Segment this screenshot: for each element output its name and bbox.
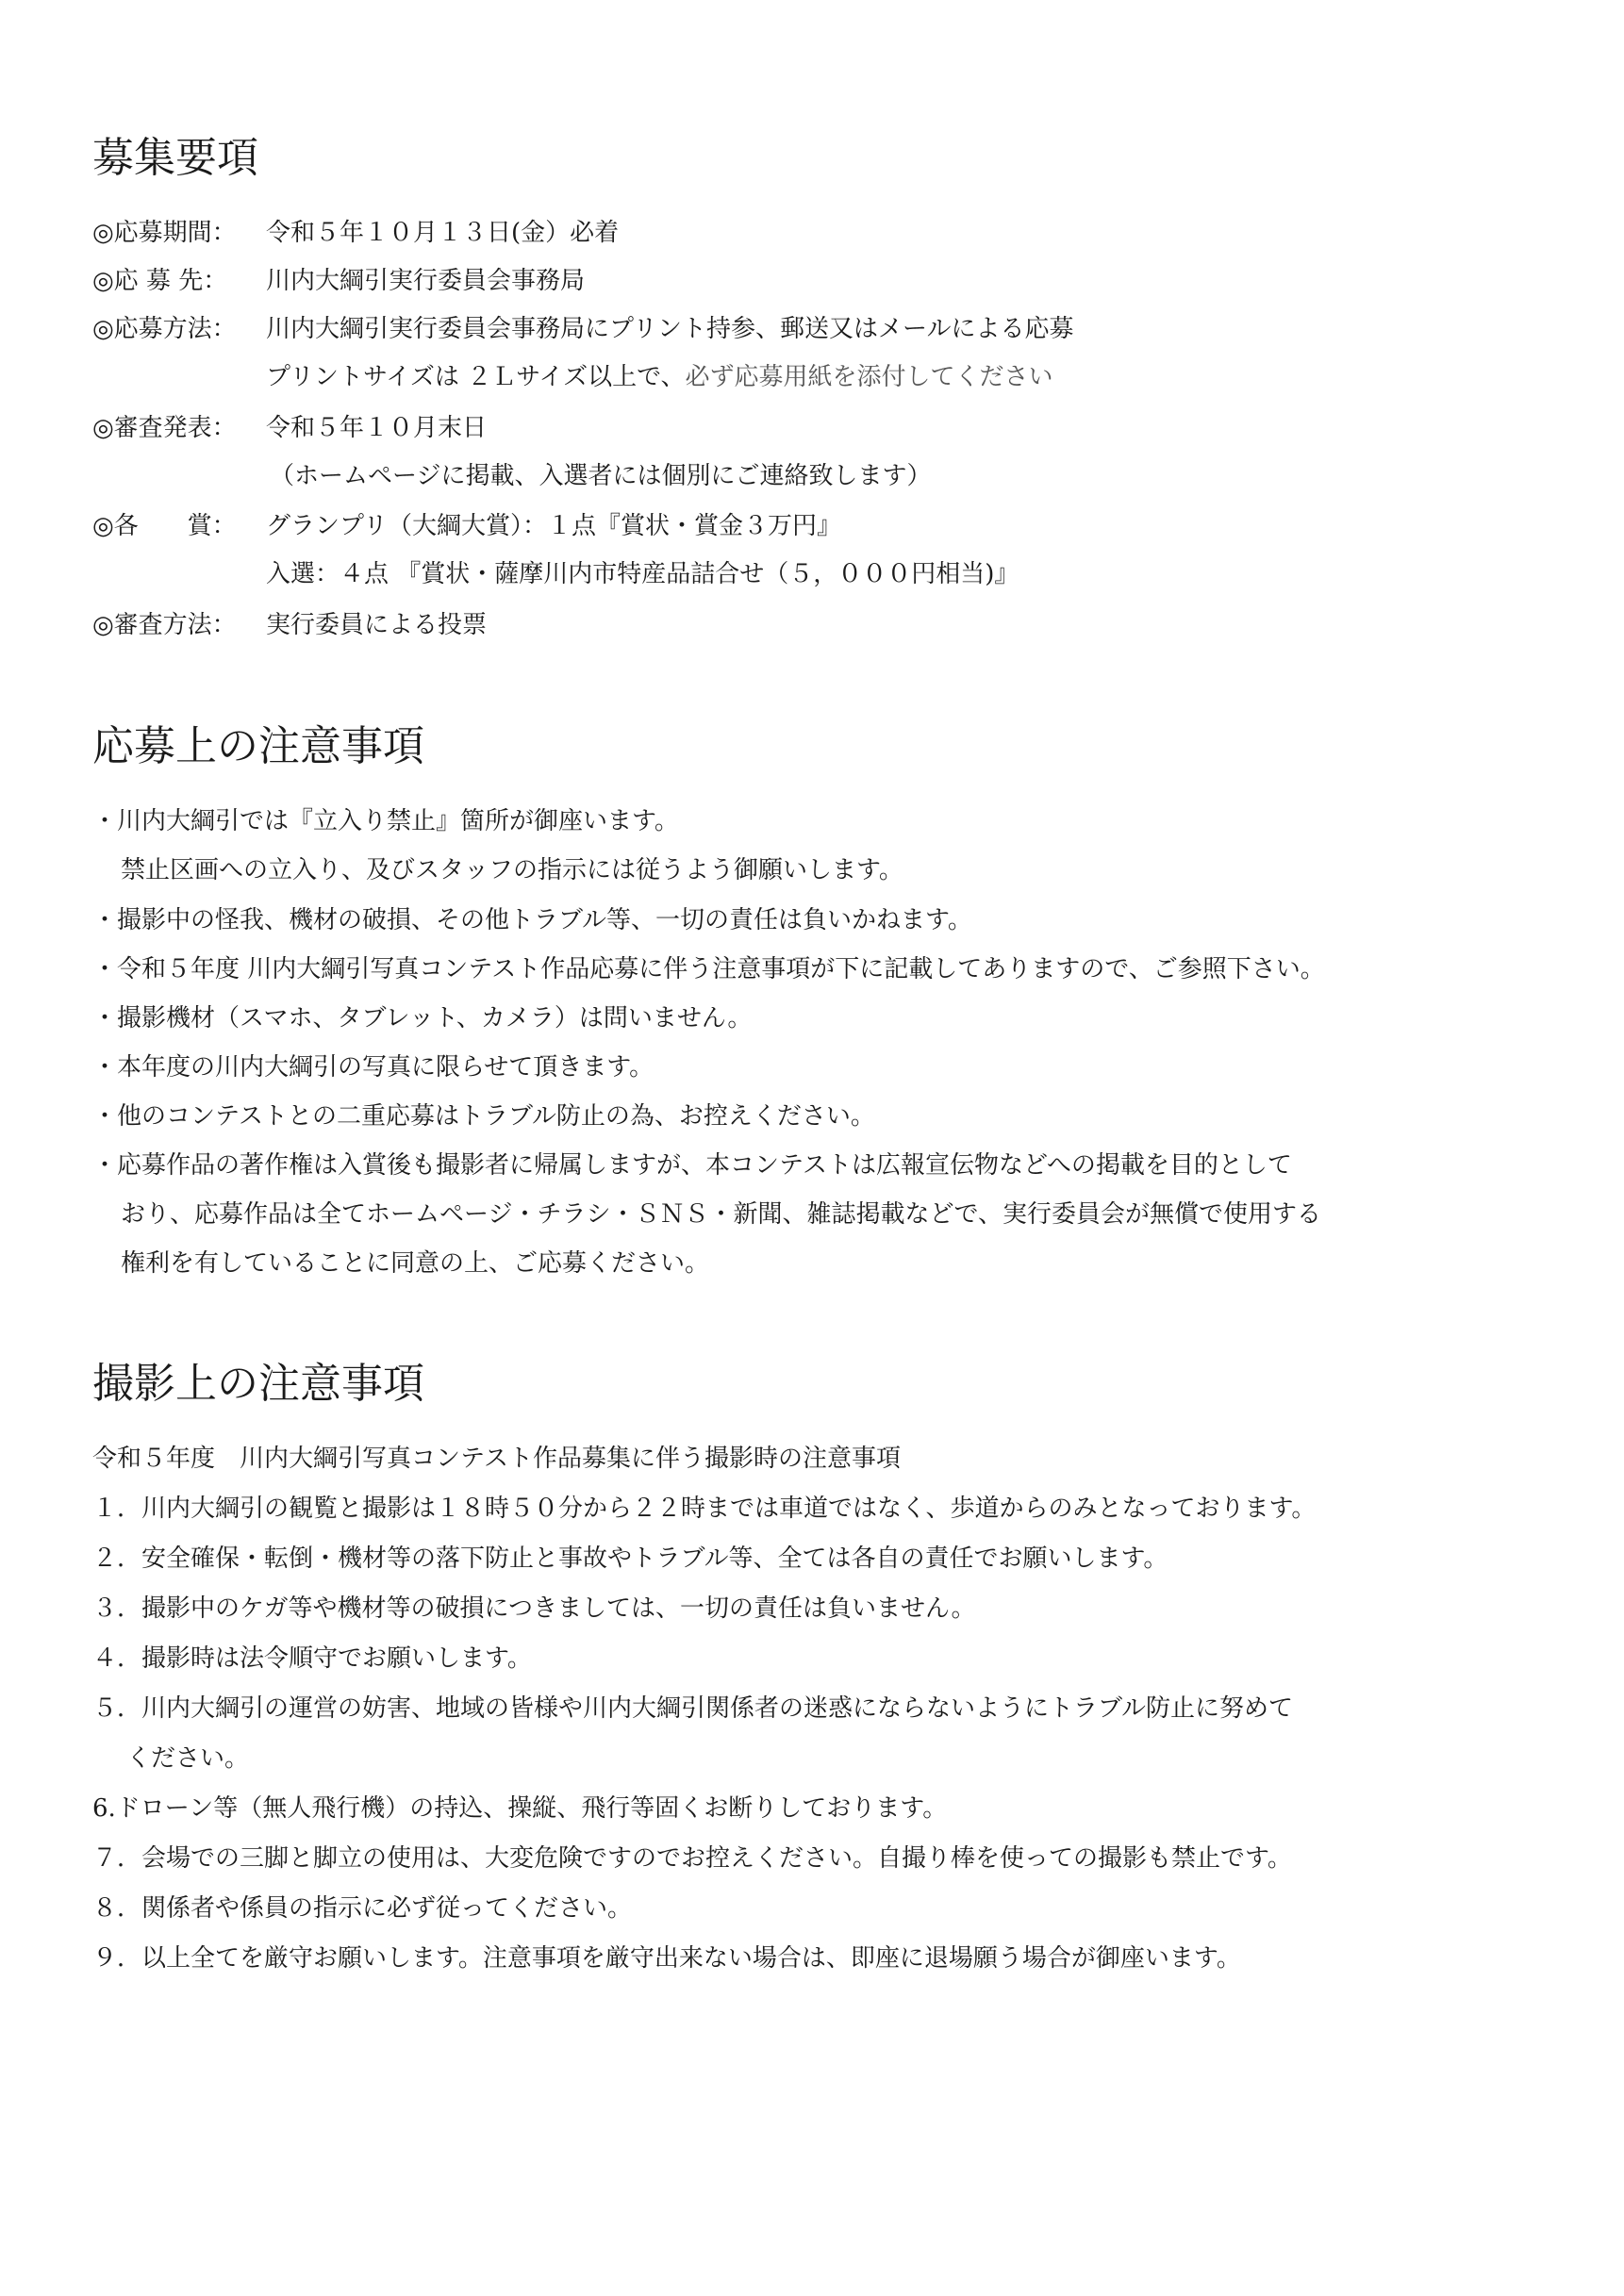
prizes-label: ◎各 賞： xyxy=(92,512,237,540)
entry-note-line: ・川内大綱引では『立入り禁止』箇所が御座います。 xyxy=(92,807,679,835)
shooting-note-line: ください。 xyxy=(126,1744,250,1773)
method-note xyxy=(266,365,1053,389)
announcement-value: 令和５年１０月末日 xyxy=(266,414,488,442)
entry-note-line: 禁止区画への立入り、及びスタッフの指示には従うよう御願いします。 xyxy=(121,856,903,884)
shooting-note-line: 6.ドローン等（無人飛行機）の持込、操縦、飛行等固くお断りしております。 xyxy=(92,1794,948,1823)
entry-note-line: 権利を有していることに同意の上、ご応募ください。 xyxy=(121,1249,710,1278)
entry-notes-title: 応募上の注意事項 xyxy=(92,722,424,770)
shooting-note-line: ５．川内大綱引の運営の妨害、地域の皆様や川内大綱引関係者の迷惑にならないようにトラブル防止に努めて xyxy=(92,1694,1293,1723)
destination-row xyxy=(92,269,585,293)
shooting-note-line: ９．以上全てを厳守お願いします。注意事項を厳守出来ない場合は、即座に退場願う場合が御座います。 xyxy=(92,1944,1241,1973)
shooting-note-line: ３．撮影中のケガ等や機材等の破損につきましては、一切の責任は負いません。 xyxy=(92,1594,976,1623)
judging-row xyxy=(92,613,487,637)
entry-note-line: ・令和５年度 川内大綱引写真コンテスト作品応募に伴う注意事項が下に記載してありますので、ご参照下さい。 xyxy=(92,955,1325,983)
period-row xyxy=(92,221,619,245)
period-value: 令和５年１０月１３日(金）必着 xyxy=(266,219,620,247)
entry-note-line: ・本年度の川内大綱引の写真に限らせて頂きます。 xyxy=(92,1053,655,1082)
judging-label: ◎審査方法： xyxy=(92,611,237,639)
judging-value: 実行委員による投票 xyxy=(266,611,488,639)
recruitment-title: 募集要項 xyxy=(92,134,258,182)
prize-selected: 入選：４点 『賞状・薩摩川内市特産品詰合せ（５，０００円相当)』 xyxy=(266,560,1019,588)
announcement-label: ◎審査発表： xyxy=(92,414,237,442)
shooting-note-line: ４．撮影時は法令順守でお願いします。 xyxy=(92,1644,532,1673)
destination-label: ◎応 募 先： xyxy=(92,267,228,295)
period-label: ◎応募期間： xyxy=(92,219,237,247)
entry-note-line: ・撮影機材（スマホ、タブレット、カメラ）は問いません。 xyxy=(92,1004,753,1032)
shooting-notes-intro: 令和５年度 川内大綱引写真コンテスト作品募集に伴う撮影時の注意事項 xyxy=(92,1445,901,1473)
shooting-note-line: ８．関係者や係員の指示に必ず従ってください。 xyxy=(92,1894,633,1923)
method-row xyxy=(92,317,1073,341)
prize-grand: グランプリ（大綱大賞）：１点『賞状・賞金３万円』 xyxy=(266,512,841,540)
entry-note-line: おり、応募作品は全てホームページ・チラシ・ＳＮＳ・新聞、雑誌掲載などで、実行委員会が無償で使用する xyxy=(121,1200,1321,1229)
announcement-note: （ホームページに掲載、入選者には個別にご連絡致します） xyxy=(270,462,932,490)
entry-note-line: ・応募作品の著作権は入賞後も撮影者に帰属しますが、本コンテストは広報宣伝物などへの掲載を目的として xyxy=(92,1151,1292,1180)
shooting-note-line: ７．会場での三脚と脚立の使用は、大変危険ですのでお控えください。自撮り棒を使っての撮影も禁止です。 xyxy=(92,1844,1292,1873)
announcement-row xyxy=(92,416,487,440)
shooting-notes-title: 撮影上の注意事項 xyxy=(92,1360,424,1408)
entry-note-line: ・他のコンテストとの二重応募はトラブル防止の為、お控えください。 xyxy=(92,1102,875,1131)
prizes-row xyxy=(92,514,841,538)
shooting-note-line: １．川内大綱引の観覧と撮影は１８時５０分から２２時までは車道ではなく、歩道からのみとなっております。 xyxy=(92,1495,1317,1523)
entry-note-line: ・撮影中の怪我、機材の破損、その他トラブル等、一切の責任は負いかねます。 xyxy=(92,906,972,934)
method-label: ◎応募方法： xyxy=(92,315,237,343)
destination-value: 川内大綱引実行委員会事務局 xyxy=(266,267,586,295)
method-note-suffix: 必ず応募用紙を添付してください xyxy=(685,363,1053,391)
shooting-note-line: ２．安全確保・転倒・機材等の落下防止と事故やトラブル等、全ては各自の責任でお願いします。 xyxy=(92,1544,1168,1573)
method-value: 川内大綱引実行委員会事務局にプリント持参、郵送又はメールによる応募 xyxy=(266,315,1074,343)
method-note-prefix: プリントサイズは ２Ｌサイズ以上で、 xyxy=(266,363,686,391)
